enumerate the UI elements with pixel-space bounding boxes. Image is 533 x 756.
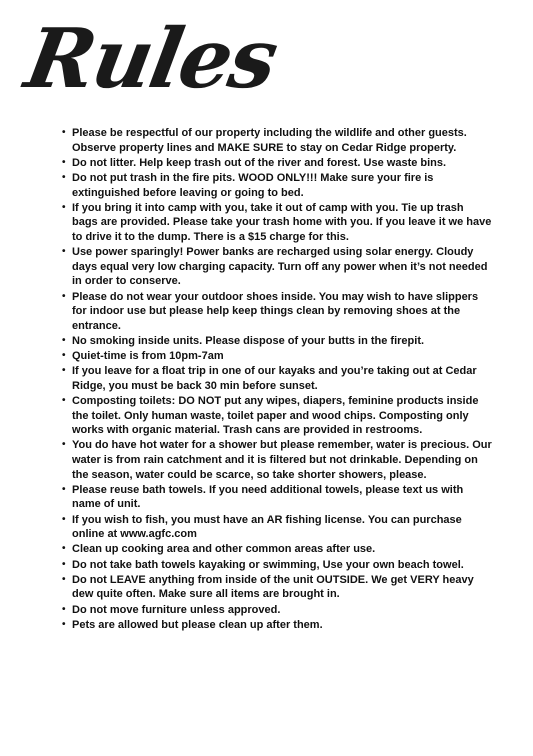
bullet-icon: • [62, 156, 66, 168]
bullet-icon: • [62, 483, 66, 495]
rule-item [62, 394, 492, 438]
rule-text: Clean up cooking area and other common areas after use. [72, 543, 376, 556]
rule-text: Do not take bath towels kayaking or swimming, Use your own beach towel. [72, 558, 464, 571]
bullet-icon: • [62, 365, 66, 377]
bullet-icon: • [62, 127, 66, 138]
rule-text: Please be respectful of our property including the wildlife and other guests. Observe property lines and MAKE SURE to stay on Cedar Ridge property. [72, 127, 467, 154]
rule-item [62, 603, 492, 618]
bullet-icon: • [62, 618, 66, 630]
rule-item [62, 290, 492, 334]
rule-text: Composting toilets: DO NOT put any wipes, diapers, feminine products inside the toilet. Only human waste, toilet paper and wood chips. Composting only works with organic material. Trash cans are provided in restrooms. [72, 395, 479, 437]
rule-item [62, 245, 492, 289]
rule-item [62, 438, 492, 482]
bullet-icon: • [62, 543, 66, 555]
bullet-icon: • [62, 201, 66, 213]
rule-text: You do have hot water for a shower but please remember, water is precious. Our water is from rain catchment and it is filtered but not drinkable. Depending on the season, water could be scarce, so take shorter showers, please. [72, 439, 492, 481]
bullet-icon: • [62, 171, 66, 183]
rule-item [62, 483, 492, 512]
bullet-icon: • [62, 395, 66, 407]
rule-text: Use power sparingly! Power banks are recharged using solar energy. Cloudy days equal very low charging capacity. Turn off any power when it’s not needed in order to conserve. [72, 246, 488, 288]
rule-text: If you bring it into camp with you, take it out of camp with you. Tie up trash bags are provided. Please take your trash home with you. If you leave it we have to drive it to the dump. There is a $15 charge for this. [72, 201, 492, 243]
rule-text: Quiet-time is from 10pm-7am [72, 350, 224, 363]
rule-item [62, 573, 492, 602]
rule-item [62, 171, 492, 200]
rule-text: Please reuse bath towels. If you need additional towels, please text us with name of unit. [72, 483, 464, 511]
rule-text: Do not put trash in the fire pits. WOOD ONLY!!! Make sure your fire is extinguished before leaving or going to bed. [72, 171, 434, 199]
rules-list [62, 126, 492, 633]
bullet-icon: • [62, 558, 66, 570]
rule-item [62, 201, 492, 245]
page-title: Rules [18, 11, 283, 107]
rule-text: If you leave for a float trip in one of our kayaks and you’re taking out at Cedar Ridge, you must be back 30 min before sunset. [72, 365, 477, 392]
bullet-icon: • [62, 246, 66, 258]
rule-item [62, 334, 492, 349]
rule-item [62, 513, 492, 542]
rule-text: Pets are allowed but please clean up after them. [72, 618, 323, 631]
bullet-icon: • [62, 439, 66, 451]
rule-item [62, 542, 492, 557]
bullet-icon: • [62, 573, 66, 585]
bullet-icon: • [62, 513, 66, 525]
rule-text: Please do not wear your outdoor shoes inside. You may wish to have slippers for indoor use but please help keep things clean by removing shoes at the entrance. [72, 290, 479, 332]
rule-item [62, 126, 492, 155]
bullet-icon: • [62, 603, 66, 615]
bullet-icon: • [62, 334, 66, 346]
rule-text: No smoking inside units. Please dispose of your butts in the firepit. [72, 334, 425, 347]
bullet-icon: • [62, 290, 66, 302]
rule-text: Do not LEAVE anything from inside of the unit OUTSIDE. We get VERY heavy dew quite often. Make sure all items are brought in. [72, 573, 474, 601]
rule-item [62, 618, 492, 633]
rule-item [62, 156, 492, 171]
bullet-icon: • [62, 350, 66, 362]
rule-item [62, 558, 492, 573]
rule-item [62, 364, 492, 393]
rule-text: Do not litter. Help keep trash out of the river and forest. Use waste bins. [72, 156, 447, 169]
rule-item [62, 349, 492, 364]
rule-text: If you wish to fish, you must have an AR fishing license. You can purchase online at www.agfc.com [72, 513, 462, 541]
rule-text: Do not move furniture unless approved. [72, 603, 281, 616]
